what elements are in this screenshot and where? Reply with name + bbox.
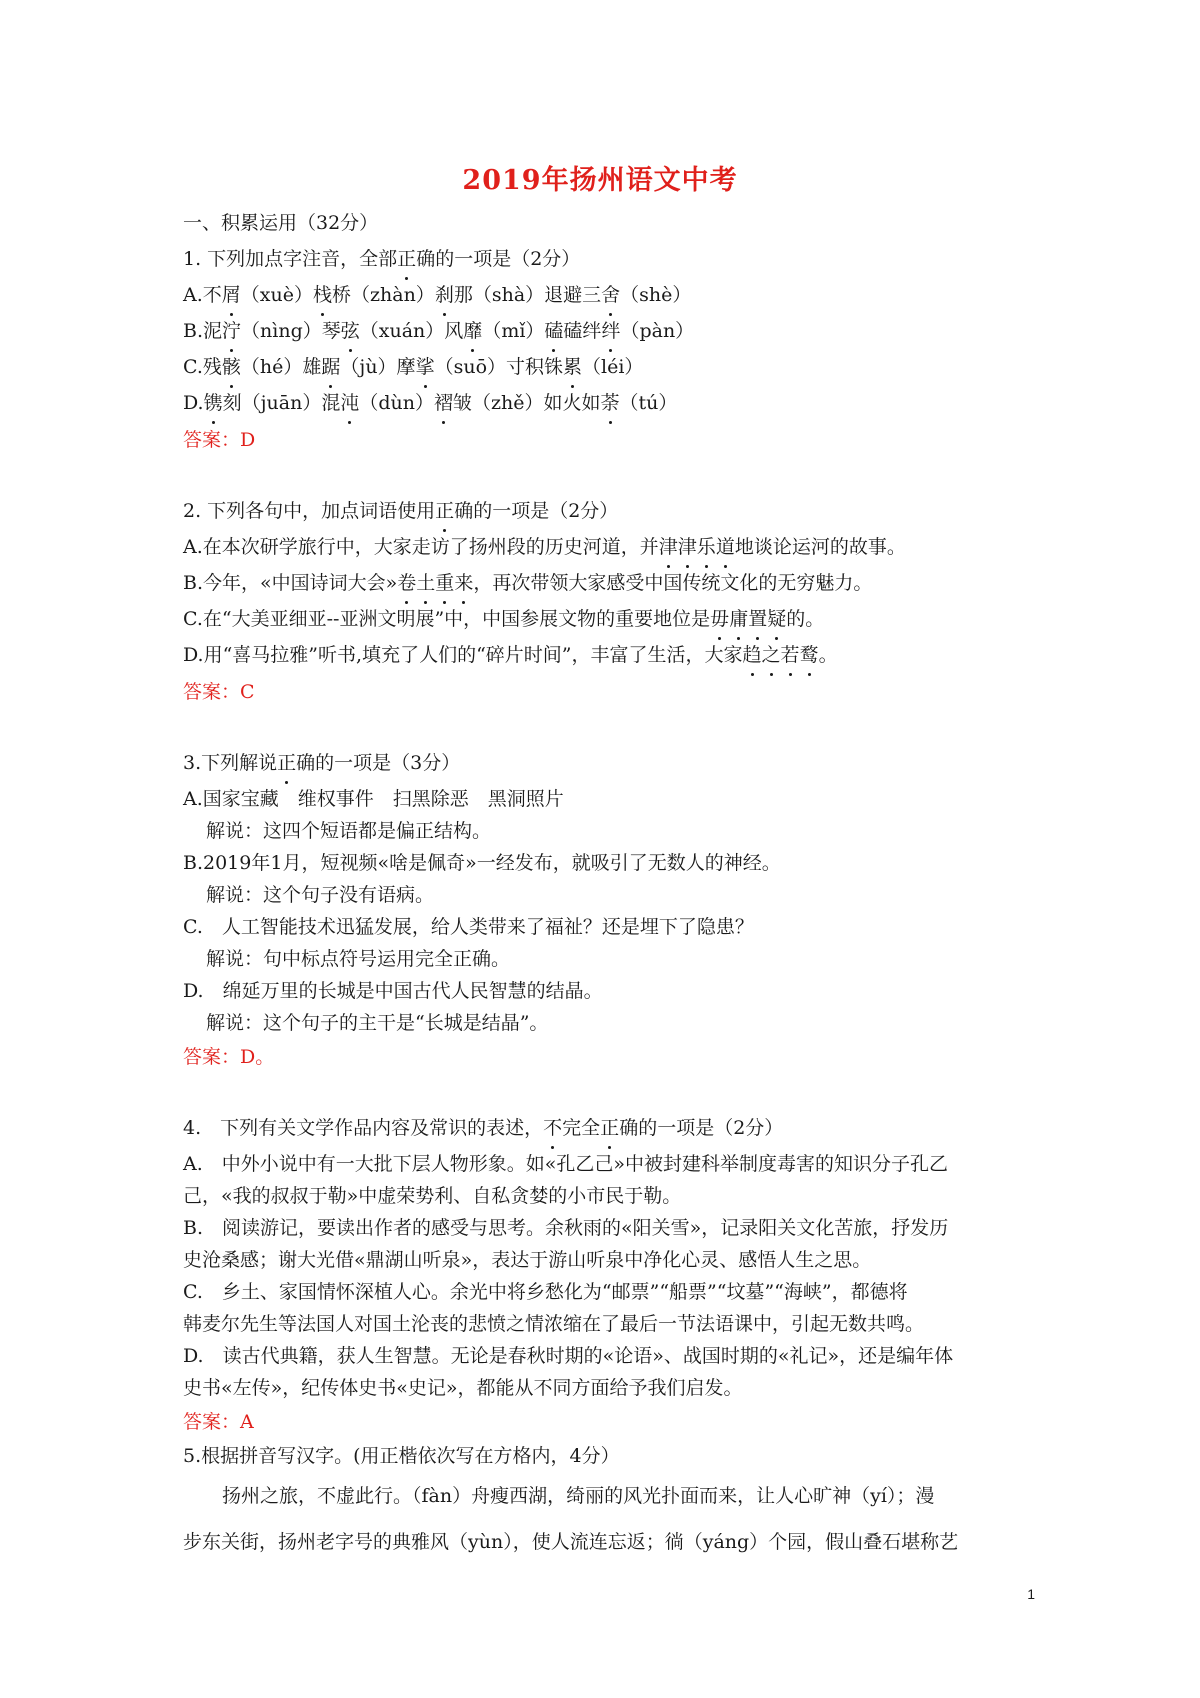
q1-answer: 答案：D [183,429,256,451]
q4-option-a-line2: 己，«我的叔叔于勒»中虚荣势利、自私贪婪的小市民于勒。 [183,1185,682,1207]
q3-option-a: A.国家宝藏 维权事件 扫黑除恶 黑洞照片 [183,788,564,810]
q4-option-d-line1: D. 读古代典籍，获人生智慧。无论是春秋时期的«论语»、战国时期的«礼记»，还是编年体 [183,1345,954,1367]
q5-paragraph-line2: 步东关街，扬州老字号的典雅风（yùn），使人流连忘返；徜（yáng）个园，假山叠石堪称艺 [183,1531,959,1553]
q3-option-a-explanation: 解说：这四个短语都是偏正结构。 [206,820,492,842]
q5-paragraph-line1: 扬州之旅，不虚此行。（fàn）舟瘦西湖，绮丽的风光扑面而来，让人心旷神（yí）；漫 [222,1485,935,1507]
q4-stem: 4. 下列有关文学作品内容及常识的表述，不完全正确的一项是（2分） [183,1113,783,1143]
q4-option-c-line2: 韩麦尔先生等法国人对国土沦丧的悲愤之情浓缩在了最后一节法语课中，引起无数共鸣。 [183,1313,925,1335]
q1-option-c: C.残骸（hé）雄踞（jù）摩挲（suō）寸积铢累（léi） [183,352,643,382]
q3-stem: 3.下列解说正确的一项是（3分） [183,748,460,778]
q4-option-b-line1: B. 阅读游记，要读出作者的感受与思考。余秋雨的«阳关雪»，记录阳关文化苦旅，抒发历 [183,1217,949,1239]
page-title: 2019年扬州语文中考 [462,165,738,196]
q2-option-b: B.今年，«中国诗词大会»卷土重来，再次带领大家感受中国传统文化的无穷魅力。 [183,568,872,598]
q3-option-b-explanation: 解说：这个句子没有语病。 [206,884,435,906]
q2-answer: 答案：C [183,681,255,703]
q2-option-c: C.在“大美亚细亚--亚洲文明展”中，中国参展文物的重要地位是毋庸置疑的。 [183,604,824,634]
q1-stem: 1. 下列加点字注音，全部正确的一项是（2分） [183,244,580,274]
q4-option-d-line2: 史书«左传»，纪传体史书«史记»，都能从不同方面给予我们启发。 [183,1377,743,1399]
q2-option-d: D.用“喜马拉雅”听书,填充了人们的“碎片时间”，丰富了生活，大家趋之若鹜。 [183,640,838,670]
section-heading: 一、积累运用（32分） [183,212,379,234]
q4-option-a-line1: A. 中外小说中有一大批下层人物形象。如«孔乙己»中被封建科举制度毒害的知识分子孔乙 [183,1153,949,1175]
q3-option-c-explanation: 解说：句中标点符号运用完全正确。 [206,948,511,970]
q2-stem: 2. 下列各句中，加点词语使用正确的一项是（2分） [183,496,618,526]
q5-stem: 5.根据拼音写汉字。(用正楷依次写在方格内，4分） [183,1445,620,1467]
q3-option-b: B.2019年1月，短视频«啥是佩奇»一经发布，就吸引了无数人的神经。 [183,852,781,874]
q1-option-d: D.镌刻（juān）混沌（dùn）褶皱（zhě）如火如荼（tú） [183,388,677,418]
q1-option-a: A.不屑（xuè）栈桥（zhàn）刹那（shà）退避三舍（shè） [183,280,691,310]
q4-option-c-line1: C. 乡土、家国情怀深植人心。余光中将乡愁化为“邮票”“船票”“坟墓”“海峡”，都德将 [183,1281,908,1303]
q2-option-a: A.在本次研学旅行中，大家走访了扬州段的历史河道，并津津乐道地谈论运河的故事。 [183,532,906,562]
q4-option-b-line2: 史沧桑感；谢大光借«鼎湖山听泉»，表达于游山听泉中净化心灵、感悟人生之思。 [183,1249,872,1271]
q1-option-b: B.泥泞（nìng）琴弦（xuán）风靡（mǐ）磕磕绊绊（pàn） [183,316,694,346]
q4-answer: 答案：A [183,1411,254,1433]
q3-answer: 答案：D。 [183,1046,275,1068]
page-number: 1 [1027,1586,1035,1602]
q3-option-c: C. 人工智能技术迅猛发展，给人类带来了福祉？还是埋下了隐患？ [183,916,754,938]
q3-option-d: D. 绵延万里的长城是中国古代人民智慧的结晶。 [183,980,603,1002]
q3-option-d-explanation: 解说：这个句子的主干是“长城是结晶”。 [206,1012,549,1034]
